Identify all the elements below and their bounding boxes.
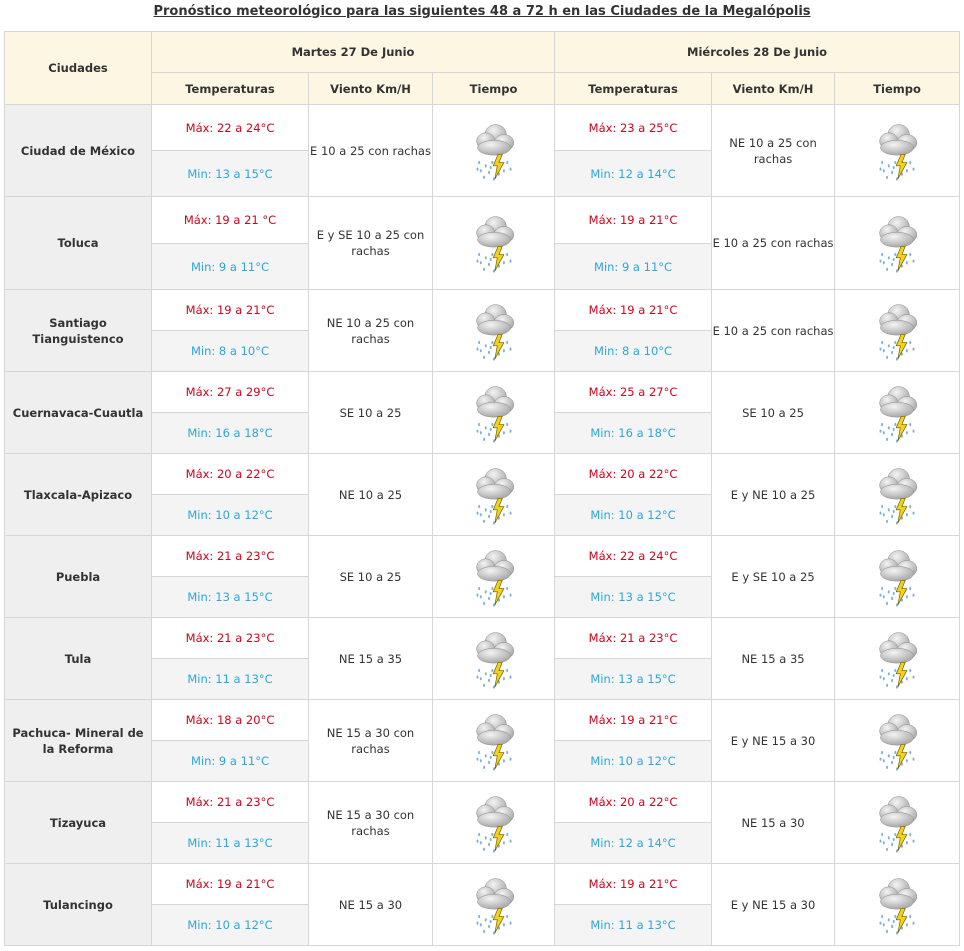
- storm-cloud-rain-lightning-icon: [433, 197, 555, 290]
- temp-min-day-1: Min: 9 a 11°C: [152, 741, 309, 782]
- temp-max-day-1: Máx: 18 a 20°C: [152, 700, 309, 741]
- temp-max-day-2: Máx: 19 a 21°C: [555, 700, 712, 741]
- wind-day-1: NE 15 a 35: [309, 618, 433, 700]
- city-name: Tlaxcala-Apizaco: [5, 454, 152, 536]
- temp-min-day-2: Min: 11 a 13°C: [555, 905, 712, 946]
- storm-cloud-rain-lightning-icon: [835, 782, 960, 864]
- temp-max-day-1: Máx: 27 a 29°C: [152, 372, 309, 413]
- temp-min-day-2: Min: 12 a 14°C: [555, 151, 712, 197]
- storm-cloud-rain-lightning-icon: [433, 454, 555, 536]
- header-temperatures: Temperaturas: [555, 73, 712, 105]
- wind-day-1: NE 10 a 25: [309, 454, 433, 536]
- temp-min-day-2: Min: 9 a 11°C: [555, 244, 712, 290]
- wind-day-1: E y SE 10 a 25 con rachas: [309, 197, 433, 290]
- temp-min-day-1: Min: 10 a 12°C: [152, 495, 309, 536]
- wind-day-2: NE 10 a 25 con rachas: [712, 105, 835, 197]
- city-name: Tulancingo: [5, 864, 152, 946]
- temp-min-day-2: Min: 8 a 10°C: [555, 331, 712, 372]
- wind-day-1: NE 15 a 30: [309, 864, 433, 946]
- temp-min-day-1: Min: 13 a 15°C: [152, 577, 309, 618]
- table-row: [5, 290, 960, 331]
- header-day-1: Martes 27 De Junio: [152, 32, 555, 73]
- table-row: [5, 372, 960, 413]
- temp-max-day-1: Máx: 21 a 23°C: [152, 618, 309, 659]
- temp-min-day-1: Min: 13 a 15°C: [152, 151, 309, 197]
- wind-day-2: E y SE 10 a 25: [712, 536, 835, 618]
- storm-cloud-rain-lightning-icon: [835, 700, 960, 782]
- storm-cloud-rain-lightning-icon: [835, 864, 960, 946]
- temp-min-day-2: Min: 13 a 15°C: [555, 577, 712, 618]
- wind-day-1: NE 15 a 30 con rachas: [309, 782, 433, 864]
- header-temperatures: Temperaturas: [152, 73, 309, 105]
- wind-day-1: NE 15 a 30 con rachas: [309, 700, 433, 782]
- temp-min-day-2: Min: 10 a 12°C: [555, 741, 712, 782]
- table-row: [5, 618, 960, 659]
- temp-max-day-1: Máx: 19 a 21°C: [152, 864, 309, 905]
- storm-cloud-rain-lightning-icon: [835, 372, 960, 454]
- table-row: [5, 454, 960, 495]
- temp-max-day-2: Máx: 19 a 21°C: [555, 290, 712, 331]
- wind-day-1: SE 10 a 25: [309, 536, 433, 618]
- temp-max-day-2: Máx: 22 a 24°C: [555, 536, 712, 577]
- temp-max-day-1: Máx: 21 a 23°C: [152, 536, 309, 577]
- temp-min-day-1: Min: 11 a 13°C: [152, 823, 309, 864]
- storm-cloud-rain-lightning-icon: [433, 536, 555, 618]
- city-name: Toluca: [5, 197, 152, 290]
- storm-cloud-rain-lightning-icon: [835, 454, 960, 536]
- wind-day-2: NE 15 a 35: [712, 618, 835, 700]
- storm-cloud-rain-lightning-icon: [433, 864, 555, 946]
- city-name: Pachuca- Mineral de la Reforma: [5, 700, 152, 782]
- wind-day-2: E 10 a 25 con rachas: [712, 197, 835, 290]
- city-name: Puebla: [5, 536, 152, 618]
- city-name: Tula: [5, 618, 152, 700]
- header-wind: Viento Km/H: [712, 73, 835, 105]
- temp-min-day-1: Min: 16 a 18°C: [152, 413, 309, 454]
- temp-max-day-2: Máx: 25 a 27°C: [555, 372, 712, 413]
- temp-max-day-1: Máx: 19 a 21 °C: [152, 197, 309, 244]
- temp-max-day-1: Máx: 21 a 23°C: [152, 782, 309, 823]
- temp-max-day-2: Máx: 19 a 21°C: [555, 197, 712, 244]
- temp-min-day-2: Min: 12 a 14°C: [555, 823, 712, 864]
- storm-cloud-rain-lightning-icon: [433, 700, 555, 782]
- storm-cloud-rain-lightning-icon: [835, 290, 960, 372]
- city-name: Santiago Tianguistenco: [5, 290, 152, 372]
- storm-cloud-rain-lightning-icon: [835, 105, 960, 197]
- wind-day-2: SE 10 a 25: [712, 372, 835, 454]
- wind-day-2: NE 15 a 30: [712, 782, 835, 864]
- header-weather: Tiempo: [835, 73, 960, 105]
- temp-min-day-1: Min: 11 a 13°C: [152, 659, 309, 700]
- temp-max-day-2: Máx: 19 a 21°C: [555, 864, 712, 905]
- city-name: Tizayuca: [5, 782, 152, 864]
- city-name: Ciudad de México: [5, 105, 152, 197]
- temp-max-day-1: Máx: 19 a 21°C: [152, 290, 309, 331]
- header-wind: Viento Km/H: [309, 73, 433, 105]
- temp-max-day-2: Máx: 21 a 23°C: [555, 618, 712, 659]
- table-row: [5, 197, 960, 244]
- temp-max-day-1: Máx: 20 a 22°C: [152, 454, 309, 495]
- table-row: [5, 105, 960, 151]
- header-weather: Tiempo: [433, 73, 555, 105]
- wind-day-2: E y NE 15 a 30: [712, 700, 835, 782]
- wind-day-2: E y NE 10 a 25: [712, 454, 835, 536]
- header-day-2: Miércoles 28 De Junio: [555, 32, 960, 73]
- table-row: [5, 536, 960, 577]
- temp-min-day-1: Min: 8 a 10°C: [152, 331, 309, 372]
- wind-day-1: E 10 a 25 con rachas: [309, 105, 433, 197]
- table-row: [5, 782, 960, 823]
- storm-cloud-rain-lightning-icon: [835, 197, 960, 290]
- page-title: Pronóstico meteorológico para las siguientes 48 a 72 h en las Ciudades de la Megalópolis: [153, 4, 811, 19]
- header-cities: Ciudades: [5, 32, 152, 105]
- wind-day-2: E y NE 15 a 30: [712, 864, 835, 946]
- temp-max-day-2: Máx: 23 a 25°C: [555, 105, 712, 151]
- temp-min-day-2: Min: 16 a 18°C: [555, 413, 712, 454]
- temp-min-day-1: Min: 9 a 11°C: [152, 244, 309, 290]
- city-name: Cuernavaca-Cuautla: [5, 372, 152, 454]
- storm-cloud-rain-lightning-icon: [433, 782, 555, 864]
- storm-cloud-rain-lightning-icon: [433, 105, 555, 197]
- storm-cloud-rain-lightning-icon: [835, 536, 960, 618]
- storm-cloud-rain-lightning-icon: [433, 618, 555, 700]
- temp-min-day-1: Min: 10 a 12°C: [152, 905, 309, 946]
- temp-min-day-2: Min: 10 a 12°C: [555, 495, 712, 536]
- table-row: [5, 864, 960, 905]
- forecast-table: [4, 31, 960, 946]
- temp-max-day-2: Máx: 20 a 22°C: [555, 782, 712, 823]
- table-row: [5, 700, 960, 741]
- temp-min-day-2: Min: 13 a 15°C: [555, 659, 712, 700]
- temp-max-day-1: Máx: 22 a 24°C: [152, 105, 309, 151]
- wind-day-2: E 10 a 25 con rachas: [712, 290, 835, 372]
- wind-day-1: SE 10 a 25: [309, 372, 433, 454]
- wind-day-1: NE 10 a 25 con rachas: [309, 290, 433, 372]
- storm-cloud-rain-lightning-icon: [433, 372, 555, 454]
- storm-cloud-rain-lightning-icon: [433, 290, 555, 372]
- temp-max-day-2: Máx: 20 a 22°C: [555, 454, 712, 495]
- storm-cloud-rain-lightning-icon: [835, 618, 960, 700]
